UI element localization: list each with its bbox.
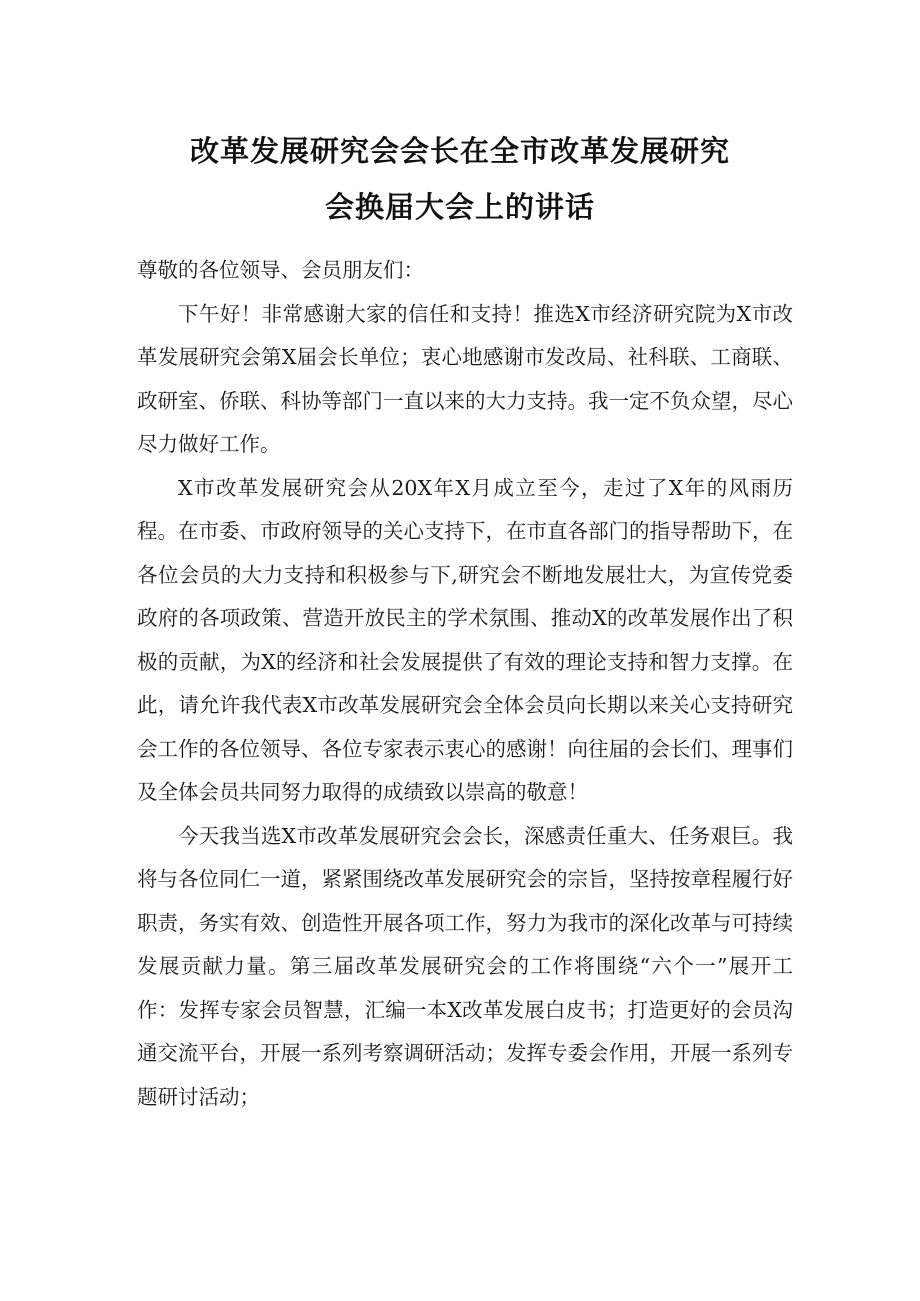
salutation: 尊敬的各位领导、会员朋友们：	[137, 258, 424, 282]
paragraph-greeting: 下午好！非常感谢大家的信任和支持！推选X市经济研究院为X市改革发展研究会第X届会长单位；衷心地感谢市发改局、社科联、工商联、政研室、侨联、科协等部门一直以来的大力支持。我一定不负众望，尽心尽力做好工作。	[137, 301, 793, 456]
title-line-1: 改革发展研究会会长在全市改革发展研究	[189, 134, 730, 169]
document-title	[100, 123, 820, 235]
document-body	[137, 249, 793, 1119]
paragraph-plans: 今天我当选X市改革发展研究会会长，深感责任重大、任务艰巨。我将与各位同仁一道，紧紧围绕改革发展研究会的宗旨，坚持按章程履行好职责，务实有效、创造性开展各项工作，努力为我市的深化改革与可持续发展贡献力量。第三届改革发展研究会的工作将围绕“六个一”展开工作：发挥专家会员智慧，汇编一本X改革发展白皮书；打造更好的会员沟通交流平台，开展一系列考察调研活动；发挥专委会作用，开展一系列专题研讨活动；	[137, 823, 793, 1109]
paragraph-history: X市改革发展研究会从20X年X月成立至今，走过了X年的风雨历程。在市委、市政府领导的关心支持下，在市直各部门的指导帮助下，在各位会员的大力支持和积极参与下,研究会不断地发展壮大，为宣传党委政府的各项政策、营造开放民主的学术氛围、推动X的改革发展作出了积极的贡献，为X的经济和社会发展提供了有效的理论支持和智力支撑。在此，请允许我代表X市改革发展研究会全体会员向长期以来关心支持研究会工作的各位领导、各位专家表示衷心的感谢！向往届的会长们、理事们及全体会员共同努力取得的成绩致以崇高的敬意！	[137, 475, 793, 804]
title-line-2: 会换届大会上的讲话	[324, 190, 595, 225]
